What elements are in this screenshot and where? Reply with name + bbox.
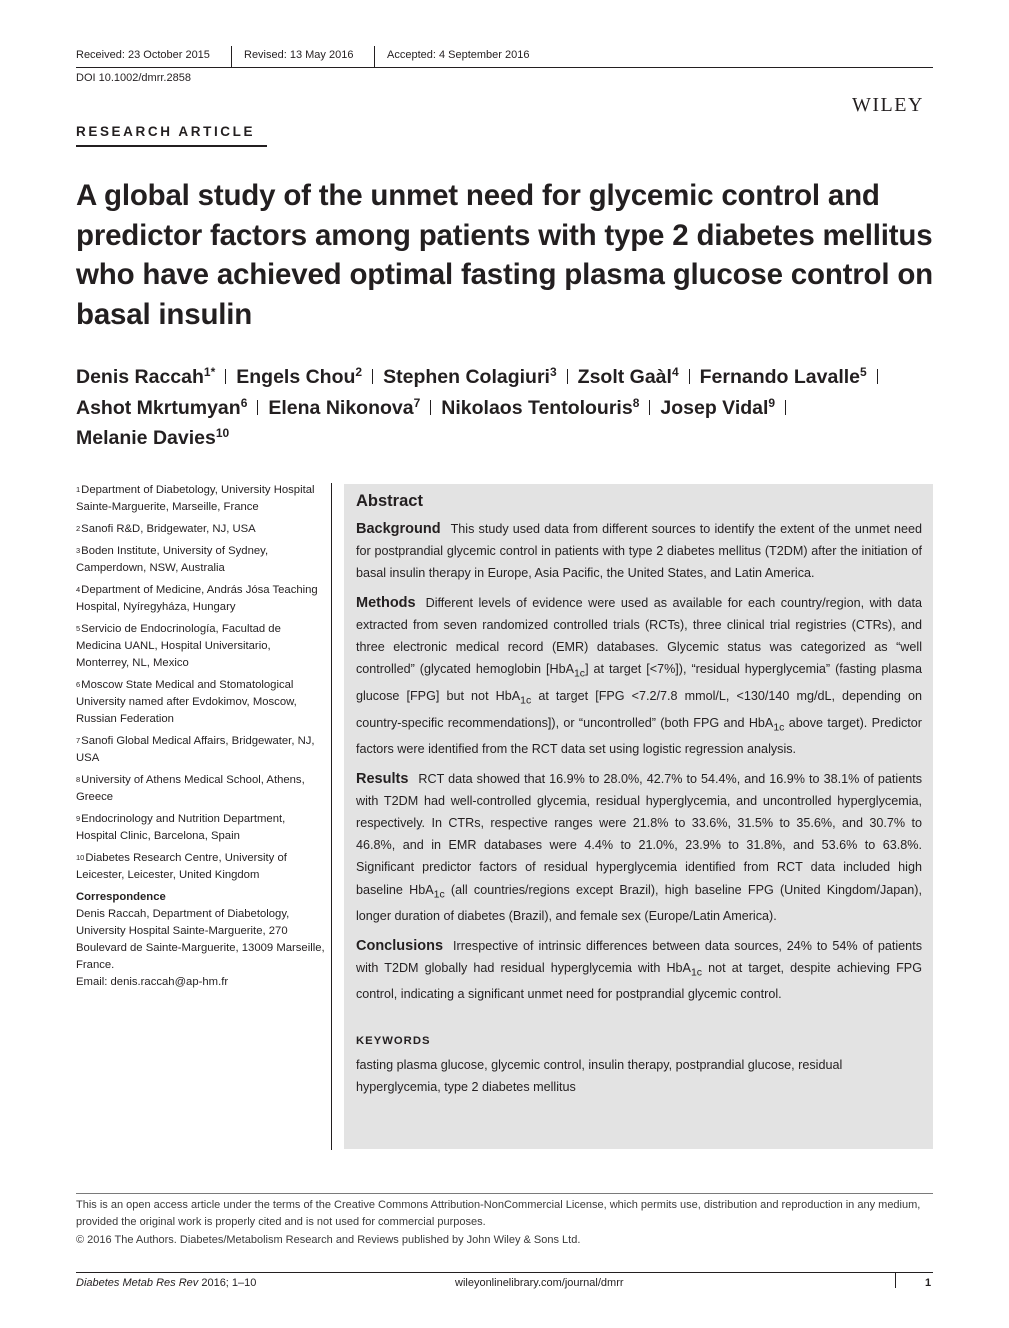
author-separator bbox=[785, 400, 786, 415]
author[interactable]: Josep Vidal$^9$ bbox=[660, 395, 776, 419]
author-line bbox=[76, 362, 936, 393]
license-rule bbox=[76, 1193, 933, 1194]
journal-citation: Diabetes Metab Res Rev 2016; 1–10 bbox=[76, 1277, 257, 1289]
author[interactable]: Elena Nikonova$^7$ bbox=[268, 395, 421, 419]
author[interactable]: Ashot Mkrtumyan$^6$ bbox=[76, 395, 248, 419]
abstract-box bbox=[344, 484, 933, 1149]
correspondence-email[interactable]: Email: denis.raccah@ap-hm.fr bbox=[76, 976, 229, 988]
meta-divider bbox=[231, 46, 232, 67]
author-list bbox=[76, 362, 936, 454]
affiliation: $^1$Department of Diabetology, University Hospital Sainte-Marguerite, Marseille, France bbox=[76, 484, 315, 513]
affiliation: $^4$Department of Medicine, András Jósa Teaching Hospital, Nyíregyháza, Hungary bbox=[76, 584, 318, 613]
author-separator bbox=[877, 369, 878, 384]
background-text: This study used data from different sources to identify the extent of the unmet need for postprandial glycemic control in patients with type 2 diabetes mellitus (T2DM) after the initiation of basal insulin therapy in Europe, Asia Pacific, the United States, and Latin America. bbox=[356, 522, 922, 581]
correspondence-address: Denis Raccah, Department of Diabetology, University Hospital Sainte-Marguerite, 270 Boulevard de Sainte-Marguerite, 13009 Marseille, France. bbox=[76, 908, 325, 971]
page-number-divider bbox=[895, 1272, 896, 1288]
author-line bbox=[76, 423, 936, 454]
footer-rule bbox=[76, 1272, 933, 1273]
author-separator bbox=[257, 400, 258, 415]
affiliation: $^7$Sanofi Global Medical Affairs, Bridgewater, NJ, USA bbox=[76, 735, 315, 764]
correspondence-heading: Correspondence bbox=[76, 891, 166, 903]
publisher-logo: WILEY bbox=[852, 94, 924, 116]
article-type: RESEARCH ARTICLE bbox=[76, 124, 256, 139]
keywords-list: fasting plasma glucose, glycemic control, insulin therapy, postprandial glucose, residual hyperglycemia, type 2 diabetes mellitus bbox=[356, 1057, 843, 1095]
header-rule bbox=[76, 67, 933, 68]
affiliation: $^3$Boden Institute, University of Sydney, Camperdown, NSW, Australia bbox=[76, 545, 269, 574]
article-type-underline bbox=[76, 145, 267, 147]
background-heading: Background bbox=[356, 521, 441, 537]
author[interactable]: Denis Raccah$^{1*}$ bbox=[76, 365, 216, 388]
abstract-methods: Methods Different levels of evidence were used as available for each country/region, with data extracted from seven randomized controlled trials (RCTs), three clinical trial registries (CTRs), and three electronic medical record (EMR) databases. Glycemic status was categorized as “well controlled” (glycated hemoglobin [HbA$_{1c}$] at target [<7%]), “residual hyperglycemia” (fasting plasma glucose [FPG] but not HbA$_{1c}$ at target [FPG <7.2/7.8 mmol/L, <130/140 mg/dL, depending on country-specific recommendations]), or “uncontrolled” (both FPG and HbA$_{1c}$ above target). Predictor factors were identified from the RCT data set using logistic regression analysis. bbox=[356, 594, 922, 757]
license-notice bbox=[76, 1197, 938, 1249]
article-history bbox=[76, 46, 933, 68]
abstract-conclusions: Conclusions Irrespective of intrinsic differences between data sources, 24% to 54% of patients with T2DM globally had residual hyperglycemia with HbA$_{1c}$ not at target, despite achieving FPG control, indicating a significant unmet need for postprandial glycemic control. bbox=[356, 937, 922, 1002]
copyright-text: © 2016 The Authors. Diabetes/Metabolism Research and Reviews published by John Wiley & Sons Ltd. bbox=[76, 1233, 581, 1246]
abstract-background bbox=[356, 518, 922, 585]
page-number: 1 bbox=[925, 1277, 932, 1289]
author-separator bbox=[430, 400, 431, 415]
affiliation: $^5$Servicio de Endocrinología, Facultad de Medicina UANL, Hospital Universitario, Monterrey, NL, Mexico bbox=[76, 623, 281, 669]
author[interactable]: Engels Chou$^2$ bbox=[236, 365, 363, 388]
author-separator bbox=[689, 369, 690, 384]
keywords-heading: KEYWORDS bbox=[356, 1034, 431, 1047]
affiliation: $^9$Endocrinology and Nutrition Department, Hospital Clinic, Barcelona, Spain bbox=[76, 813, 286, 842]
affiliation: $^2$Sanofi R&D, Bridgewater, NJ, USA bbox=[76, 523, 256, 535]
author[interactable]: Fernando Lavalle$^5$ bbox=[699, 365, 867, 388]
conclusions-heading: Conclusions bbox=[356, 937, 444, 954]
author-separator bbox=[372, 369, 373, 384]
author[interactable]: Stephen Colagiuri$^3$ bbox=[383, 365, 557, 388]
author-separator bbox=[567, 369, 568, 384]
affiliations bbox=[76, 482, 326, 991]
license-text: This is an open access article under the terms of the Creative Commons Attribution-NonCommercial License, which permits use, distribution and reproduction in any medium, provided the original work is properly cited and is not used for commercial purposes. bbox=[76, 1199, 921, 1229]
author-separator bbox=[649, 400, 650, 415]
doi[interactable]: DOI 10.1002/dmrr.2858 bbox=[76, 72, 191, 84]
meta-divider bbox=[374, 46, 375, 67]
abstract-heading: Abstract bbox=[356, 492, 423, 510]
results-heading: Results bbox=[356, 770, 409, 787]
accepted-date: Accepted: 4 September 2016 bbox=[387, 49, 530, 61]
author[interactable]: Melanie Davies$^{10}$ bbox=[76, 426, 230, 449]
affiliation: $^{10}$Diabetes Research Centre, University of Leicester, Leicester, United Kingdom bbox=[76, 852, 287, 881]
methods-heading: Methods bbox=[356, 594, 416, 611]
column-divider bbox=[331, 483, 332, 1150]
affiliation: $^6$Moscow State Medical and Stomatological University named after Evdokimov, Moscow, Russian Federation bbox=[76, 679, 297, 725]
revised-date: Revised: 13 May 2016 bbox=[244, 49, 354, 61]
author[interactable]: Nikolaos Tentolouris$^8$ bbox=[441, 395, 640, 419]
author[interactable]: Zsolt Gaàl$^4$ bbox=[577, 365, 679, 388]
received-date: Received: 23 October 2015 bbox=[76, 49, 210, 61]
abstract-results: Results RCT data showed that 16.9% to 28.0%, 42.7% to 54.4%, and 16.9% to 38.1% of patients with T2DM had well-controlled glycemia, residual hyperglycemia, and uncontrolled hyperglycemia, respectively. In CTRs, respective ranges were 21.8% to 33.6%, 31.5% to 35.6%, and 30.7% to 46.8%, and in EMR databases were 4.4% to 21.0%, 23.9% to 31.8%, and 53.6% to 63.8%. Significant predictor factors of residual hyperglycemia identified from RCT data included high baseline HbA$_{1c}$ (all countries/regions except Brazil), high baseline FPG (United Kingdom/Japan), longer duration of diabetes (Brazil), and female sex (Europe/Latin America). bbox=[356, 770, 922, 924]
author-line bbox=[76, 393, 936, 424]
author-separator bbox=[225, 369, 226, 384]
journal-url[interactable]: wileyonlinelibrary.com/journal/dmrr bbox=[455, 1277, 624, 1289]
affiliation: $^8$University of Athens Medical School, Athens, Greece bbox=[76, 774, 305, 803]
article-title: A global study of the unmet need for glycemic control and predictor factors among patients with type 2 diabetes mellitus who have achieved optimal fasting plasma glucose control on basal insulin bbox=[76, 179, 933, 331]
